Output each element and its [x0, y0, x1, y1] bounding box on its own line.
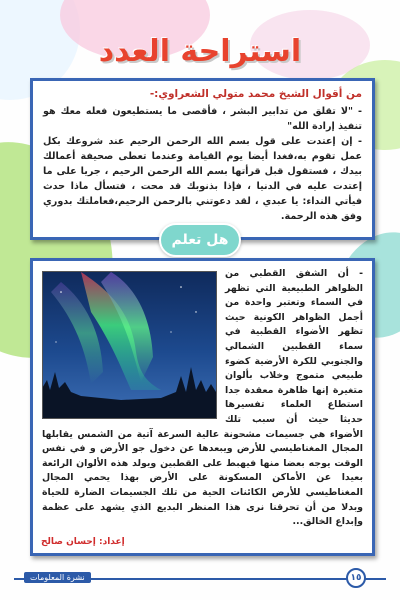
quotes-heading: من أقوال الشيخ محمد متولي الشعراوي:- [149, 88, 362, 100]
author-credit: إعداد: إحسان صالح [41, 537, 125, 547]
quote-paragraph: - "لا تقلق من تدابير البشر ، فأقصى ما يستطيعون فعله معك هو تنفيذ إرادة الله" [43, 106, 362, 132]
page-title: استراحة العدد [98, 34, 302, 69]
quotes-body [43, 104, 362, 224]
page-number: ١٥ [346, 568, 366, 588]
did-you-know-body: - أن الشفق القطبي من الظواهر الطبيعية التي تظهر في السماء وتعتبر واحدة من أجمل الظواهر الكونية حيث تظهر الأضواء القطبية في سماء القطبين الشمالي والجنوبي للكرة الأرضية كضوء طبيعي متموج وخلاب بألوان متغيرة إنها ظاهرة معقدة جدا استطاع العلماء تفسيرها حديثا حيث أن سبب تلك الأضواء هي جسيمات مشحونة عالية السرعة آتية من الشمس يقابلها المجال المغناطيسي للأرض ويبعدها عن دخول جو الأرض و في نفس الوقت يوجه بعضا منها فيهبط على القطبين ويولد هذه الألوان الرائعة بعيدا عن الأماكن المسكونة على الأرض بهذا يحمي المجال المغناطيسي للأرض الكائنات الحية من تلك الجسيمات الضارة للحياة وبدلا من أن تحرقنا نرى هذا المنظر البديع الذي يشهد على عظمة وإبداع الخالق... [42, 268, 363, 528]
quote-paragraph: - إن إعتدت على قول بسم الله الرحمن الرحيم عند شروعك بكل عمل تقوم به،فغدا أيضا يوم القيامة وعندما تعطى صحيفة أعمالك بيدك ، فستقول قبل قرأتها بسم الله الرحمن الرحيم ، جريا على ما إعتدت عليه في الدنيا ، فإذا بذنوبك قد محت ، فتسأل ماذا حدث فيأتي النداء: يا عبدي ، لقد دعوتني بالرحمن الرحيم،فعاملتك بدوري وفق هذه الرحمة. [43, 136, 362, 222]
did-you-know-box [30, 258, 375, 556]
aurora-photo [42, 271, 217, 419]
publication-name: نشرة المعلومات [24, 572, 91, 583]
quotes-box [30, 78, 375, 240]
page-footer [0, 566, 400, 600]
did-you-know-badge: هل تعلم [159, 223, 241, 257]
